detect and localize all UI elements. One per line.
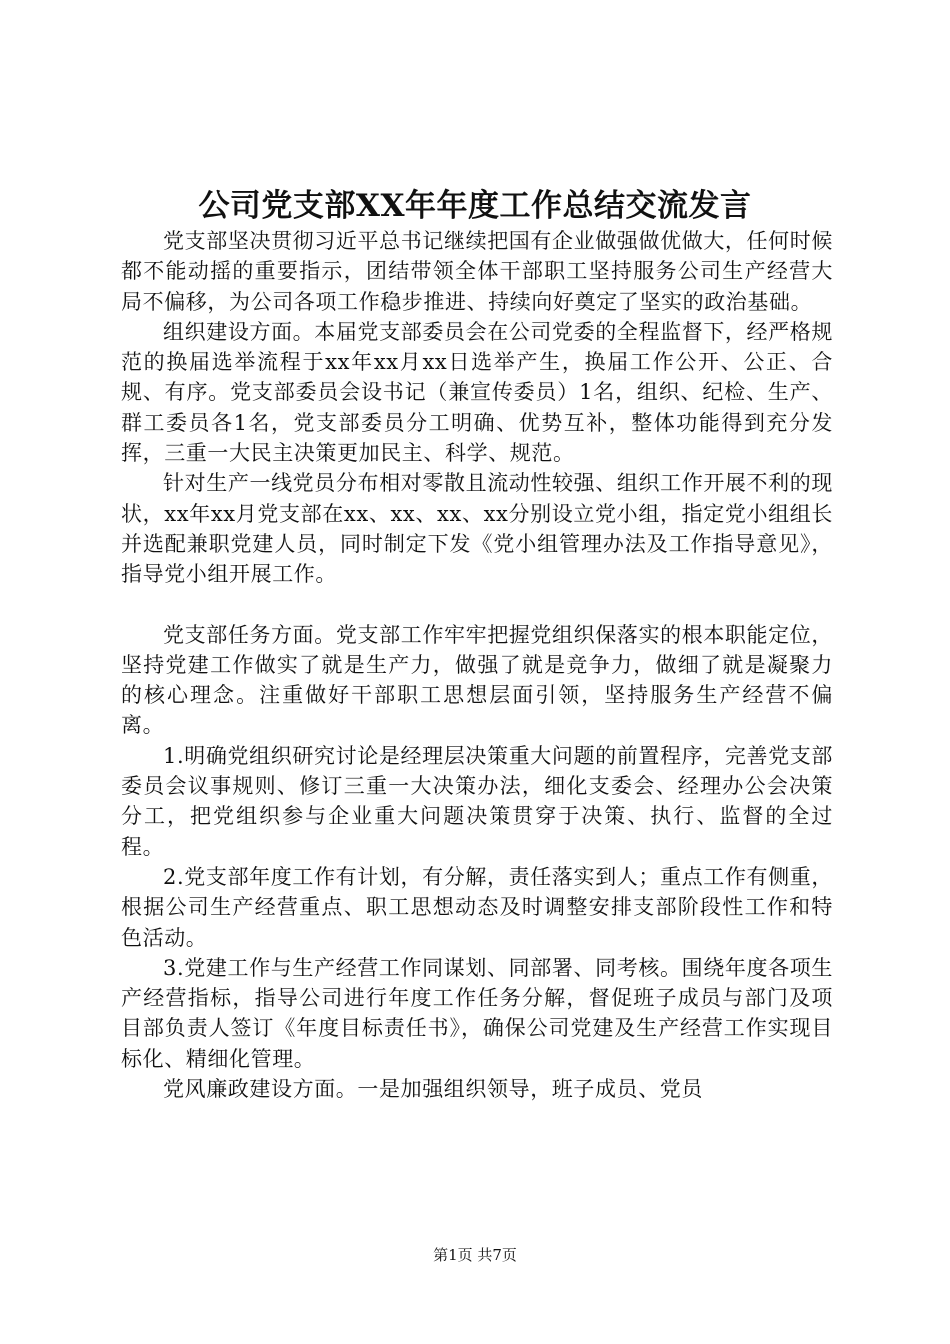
paragraph-item-2: 2.党支部年度工作有计划，有分解，责任落实到人；重点工作有侧重，根据公司生产经营重点、职工思想动态及时调整安排支部阶段性工作和特色活动。 xyxy=(121,864,833,950)
paragraph-party-groups: 针对生产一线党员分布相对零散且流动性较强、组织工作开展不利的现状，xx年xx月党支部在xx、xx、xx、xx分别设立党小组，指定党小组组长并选配兼职党建人员，同时制定下发《党小组管理办法及工作指导意见》，指导党小组开展工作。 xyxy=(121,471,833,587)
document-title: 公司党支部XX年年度工作总结交流发言 xyxy=(198,188,752,224)
page-number: 第1页 共7页 xyxy=(433,1246,517,1264)
paragraph-item-3: 3.党建工作与生产经营工作同谋划、同部署、同考核。围绕年度各项生产经营指标，指导公司进行年度工作任务分解，督促班子成员与部门及项目部负责人签订《年度目标责任书》，确保公司党建及生产经营工作实现目标化、精细化管理。 xyxy=(121,955,833,1071)
document-body xyxy=(121,226,833,1104)
paragraph-intro: 党支部坚决贯彻习近平总书记继续把国有企业做强做优做大，任何时候都不能动摇的重要指示，团结带领全体干部职工坚持服务公司生产经营大局不偏移，为公司各项工作稳步推进、持续向好奠定了坚实的政治基础。 xyxy=(121,229,833,314)
paragraph-item-1: 1.明确党组织研究讨论是经理层决策重大问题的前置程序，完善党支部委员会议事规则、修订三重一大决策办法，细化支委会、经理办公会决策分工，把党组织参与企业重大问题决策贯穿于决策、执行、监督的全过程。 xyxy=(121,743,833,859)
paragraph-tasks: 党支部任务方面。党支部工作牢牢把握党组织保落实的根本职能定位，坚持党建工作做实了就是生产力，做强了就是竞争力，做细了就是凝聚力的核心理念。注重做好干部职工思想层面引领，坚持服务生产经营不偏离。 xyxy=(121,622,833,738)
paragraph-organization: 组织建设方面。本届党支部委员会在公司党委的全程监督下，经严格规范的换届选举流程于xx年xx月xx日选举产生，换届工作公开、公正、合规、有序。党支部委员会设书记（兼宣传委员）1名，组织、纪检、生产、群工委员各1名，党支部委员分工明确、优势互补，整体功能得到充分发挥，三重一大民主决策更加民主、科学、规范。 xyxy=(121,319,833,466)
paragraph-integrity: 党风廉政建设方面。一是加强组织领导，班子成员、党员 xyxy=(163,1077,703,1102)
